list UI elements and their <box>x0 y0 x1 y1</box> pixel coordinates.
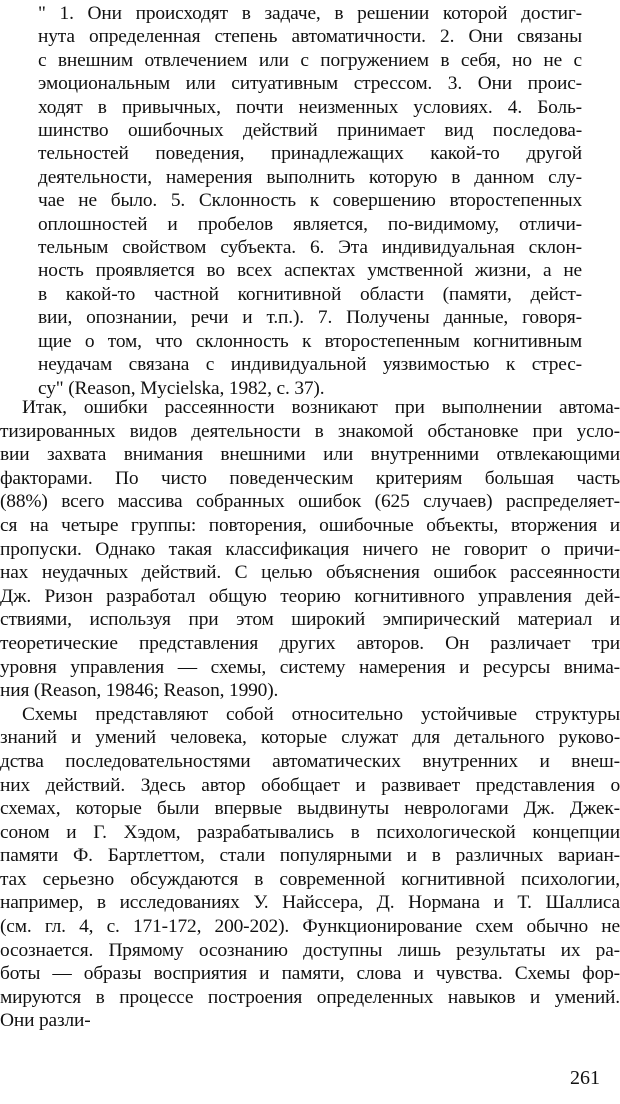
paragraph-1 <box>0 396 620 703</box>
paragraph-line: уровня управления — схемы, систему намерения и ресурсы внима- <box>0 656 620 678</box>
page-number: 261 <box>570 1067 600 1089</box>
quote-line: ходят в привычных, почти неизменных условиях. 4. Боль- <box>38 96 582 118</box>
paragraph-line: схемах, которые были впервые выдвинуты неврологами Дж. Джек- <box>0 798 620 820</box>
quote-line: ность проявляется во всех аспектах умственной жизни, а не <box>38 260 582 282</box>
paragraph-line: Они разли- <box>0 1010 91 1032</box>
paragraph-line: (88%) всего массива собранных ошибок (625 случаев) распределяет- <box>0 491 620 513</box>
paragraph-line: вии захвата внимания внешними или внутренними отвлекающими <box>0 444 620 466</box>
paragraph-line: ния (Reason, 19846; Reason, 1990). <box>0 680 279 702</box>
paragraph-line: тах серьезно обсуждаются в современной когнитивной психологии, <box>0 868 620 890</box>
quote-line: шинство ошибочных действий принимает вид последова- <box>38 120 582 142</box>
quote-line: чае не было. 5. Склонность к совершению второстепенных <box>38 190 582 212</box>
paragraph-line: боты — образы восприятия и памяти, слова и чувства. Схемы фор- <box>0 963 620 985</box>
quote-line: " 1. Они происходят в задаче, в решении которой достиг- <box>38 3 582 24</box>
quote-line: неудачам связана с индивидуальной уязвимостью к стрес- <box>38 354 582 376</box>
paragraph-line: например, в исследованиях У. Найссера, Д. Нормана и Т. Шаллиса <box>0 892 620 914</box>
paragraph-line: дства последовательностями автоматических внутренних и внеш- <box>0 750 620 772</box>
paragraph-line: (см. гл. 4, с. 171-172, 200-202). Функционирование схем обычно не <box>0 916 620 938</box>
paragraph-line: теоретические представления других авторов. Он различает три <box>0 632 620 654</box>
quote-line: оплошностей и пробелов является, по-видимому, отличи- <box>38 213 582 235</box>
paragraph-line: нах неудачных действий. С целью объяснения ошибок рассеянности <box>0 562 620 584</box>
paragraph-line: пропуски. Однако такая классификация ничего не говорит о причи- <box>0 538 620 560</box>
quote-line: су" (Reason, Mycielska, 1982, с. 37). <box>38 377 325 399</box>
paragraph-line: Итак, ошибки рассеянности возникают при выполнении автома- <box>22 397 620 418</box>
paragraph-line: ствиями, используя при этом широкий эмпирический материал и <box>0 609 620 631</box>
paragraph-line: ся на четыре группы: повторения, ошибочные объекты, вторжения и <box>0 514 620 536</box>
block-quote <box>38 2 582 400</box>
paragraph-line: осознается. Прямому осознанию доступны лишь результаты их ра- <box>0 939 620 961</box>
paragraph-line: мируются в процессе построения определенных навыков и умений. <box>0 986 620 1008</box>
quote-line: тельностей поведения, принадлежащих какой-то другой <box>38 143 582 165</box>
paragraph-line: Схемы представляют собой относительно устойчивые структуры <box>22 703 620 725</box>
paragraph-line: соном и Г. Хэдом, разрабатывались в психологической концепции <box>0 821 620 843</box>
quote-line: с внешним отвлечением или с погружением в себя, но не с <box>38 49 582 71</box>
paragraph-line: памяти Ф. Бартлеттом, стали популярными и в различных вариан- <box>0 845 620 867</box>
paragraph-line: факторами. По чисто поведенческим критериям большая часть <box>0 467 620 489</box>
quote-line: деятельности, намерения выполнить которую в данном слу- <box>38 166 582 188</box>
quote-line: щие о том, что склонность к второстепенным когнитивным <box>38 330 582 352</box>
paragraph-2 <box>0 703 620 1033</box>
body-text <box>0 396 620 1033</box>
quote-line: эмоциональным или ситуативным стрессом. 3. Они проис- <box>38 73 582 95</box>
quote-line: в какой-то частной когнитивной области (памяти, дейст- <box>38 283 582 305</box>
paragraph-line: знаний и умений человека, которые служат для детального руково- <box>0 727 620 749</box>
quote-line: вии, опознании, речи и т.п.). 7. Получены данные, говоря- <box>38 307 582 329</box>
paragraph-line: них действий. Здесь автор обобщает и развивает представления о <box>0 774 620 796</box>
quote-line: тельным свойством субъекта. 6. Эта индивидуальная склон- <box>38 237 582 259</box>
paragraph-line: тизированных видов деятельности в знакомой обстановке при усло- <box>0 420 620 442</box>
paragraph-line: Дж. Ризон разработал общую теорию когнитивного управления дей- <box>0 585 620 607</box>
quote-line: нута определенная степень автоматичности. 2. Они связаны <box>38 26 582 48</box>
